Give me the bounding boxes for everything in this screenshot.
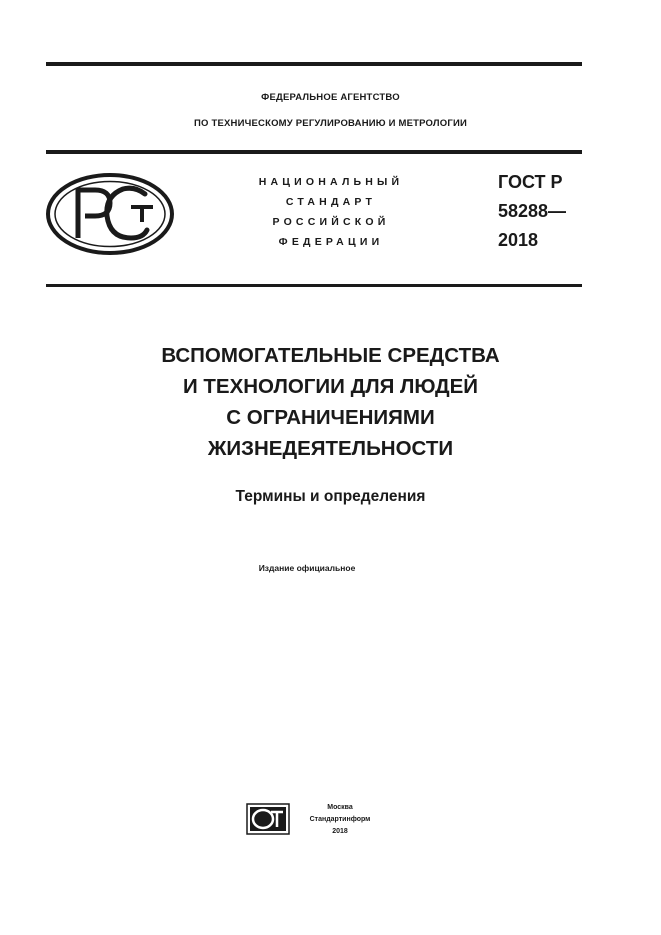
publisher-year: 2018 [332,828,348,835]
title-line-1: ВСПОМОГАТЕЛЬНЫЕ СРЕДСТВА [161,344,500,367]
designation-line-3: 2018 [498,230,539,250]
agency-line-2: ПО ТЕХНИЧЕСКОМУ РЕГУЛИРОВАНИЮ И МЕТРОЛОГИИ [194,118,467,129]
title-line-2: И ТЕХНОЛОГИИ ДЛЯ ЛЮДЕЙ [182,375,479,398]
standard-type-line-4: ФЕДЕРАЦИИ [278,236,384,248]
standard-type-line-2: СТАНДАРТ [285,196,377,208]
publisher-city: Москва [327,804,353,811]
standard-designation [498,168,566,255]
rst-emblem-icon [45,172,175,256]
header-bottom-rule [46,284,582,287]
publisher-imprint [296,802,384,838]
top-rule [46,62,582,66]
edition-note: Издание официальное [258,563,356,573]
header-rule [46,150,582,154]
standartinform-logo-icon [246,803,290,835]
document-title [0,340,661,464]
designation-line-2: 58288— [498,201,567,221]
agency-line-1: ФЕДЕРАЛЬНОЕ АГЕНТСТВО [261,92,400,103]
standard-type-line-1: НАЦИОНАЛЬНЫЙ [258,176,404,188]
title-line-3: С ОГРАНИЧЕНИЯМИ [226,406,435,429]
publisher-name: Стандартинформ [309,816,371,823]
standard-type [236,172,426,252]
document-subtitle: Термины и определения [235,488,426,505]
title-line-4: ЖИЗНЕДЕЯТЕЛЬНОСТИ [207,437,454,460]
standard-type-line-3: РОССИЙСКОЙ [272,216,390,228]
designation-line-1: ГОСТ Р [498,172,563,192]
